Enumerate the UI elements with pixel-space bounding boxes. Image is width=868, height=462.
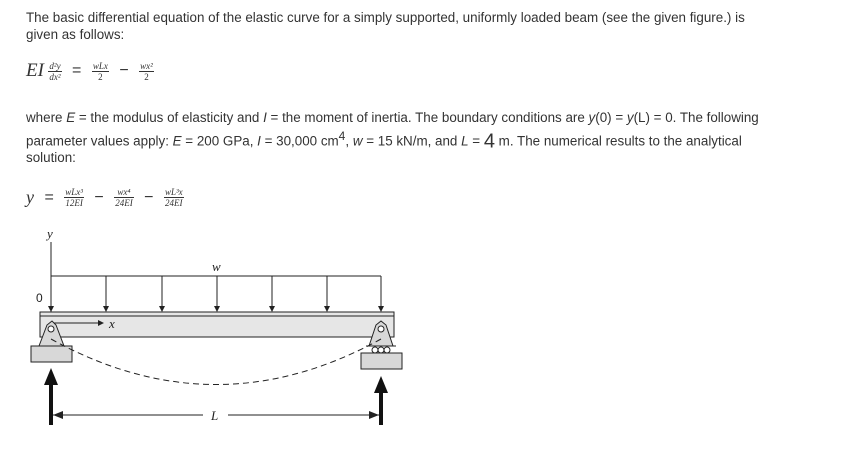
minus-sign-1: − (94, 188, 104, 206)
span-label: L (211, 408, 219, 423)
where-line-2: parameter values apply: E = 200 GPa, I = 30,000 $cm^4$, w = 15 kN/m, and L = 4 m. The numerical results to the analytical (26, 129, 742, 153)
equals-sign: = (44, 188, 54, 206)
intro-line-1: The basic differential equation of the elastic curve for a simply supported, uniformly loaded beam (see the given figure.) is (26, 10, 745, 25)
beam (40, 312, 394, 337)
beam-figure (0, 225, 440, 462)
reaction-left (44, 368, 58, 425)
load-label: w (212, 259, 221, 274)
y-symbol: y (26, 187, 34, 207)
second-derivative: $\frac{\text{d²y}}{\text{dx²}}$ (49, 60, 61, 82)
term-wx2-over-2: $\frac{\text{wx²}}{2}$ (140, 60, 153, 82)
elastic-curve (51, 339, 381, 385)
intro-line-2: given as follows: (26, 27, 125, 42)
equals-sign: = (72, 62, 82, 79)
term-wlx-over-2: $\frac{\text{wLx}}{2}$ (92, 60, 108, 82)
y-axis-label: y (47, 226, 53, 241)
x-axis-label: x (109, 316, 115, 331)
term-3: $\frac{\text{wL³x}}{24EI}$ (164, 187, 183, 208)
where-paragraph (26, 108, 759, 167)
term-2: $\frac{\text{wx⁴}}{24EI}$ (115, 187, 133, 208)
term-1: $\frac{\text{wLx³}}{12EI}$ (65, 187, 83, 208)
span-dimension (53, 408, 379, 423)
solution-equation (26, 187, 184, 208)
where-line-3: solution: (26, 150, 76, 166)
distributed-load (51, 259, 381, 311)
origin-label: 0 (36, 291, 43, 305)
ei-symbol: EI (26, 60, 44, 81)
differential-equation (26, 60, 154, 82)
intro-paragraph (26, 9, 745, 43)
where-line-1: where E = the modulus of elasticity and I = the moment of inertia. The boundary conditions are y(0) = y(L) = 0. The following (26, 110, 759, 125)
length-value: 4 (483, 130, 495, 153)
minus-sign-2: − (144, 188, 154, 206)
reaction-right (374, 376, 388, 425)
minus-sign: − (119, 62, 129, 79)
